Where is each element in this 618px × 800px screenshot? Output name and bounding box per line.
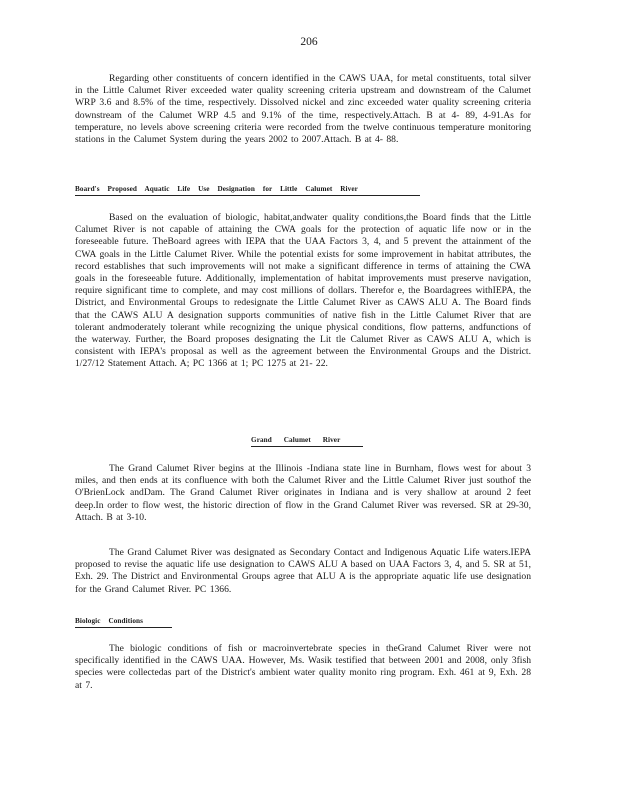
heading-proposed-designation: Board's Proposed Aquatic Life Use Designation for Little Calumet River <box>75 184 420 196</box>
paragraph-board-finding: Based on the evaluation of biologic, habitat,andwater quality conditions,the Board finds that the Little Calumet River is not capable of attaining the CWA goals for the protection of aquatic life now or in the foreseeable future. TheBoard agrees with IEPA that the UAA Factors 3, 4, and 5 prevent the attainment of the CWA goals in the Little Calumet River. While the potential exists for some improvement in habitat attributes, the record establishes that such improvements will not make a significant difference in terms of attaining the CWA goals in the foreseeable future. Additionally, implementation of habitat improvements must preserve navigation, require significant time to complete, and may cost millions of dollars. Therefor e, the Boardagrees withIEPA, the District, and Environmental Groups to redesignate the Little Calumet River as CAWS ALU A. The Board finds that the CAWS ALU A designation supports communities of native fish in the Little Calumet River that are tolerant andmoderately tolerant while recognizing the unique physical conditions, flow patterns, andfunctions of the waterway. Further, the Board proposes designating the Lit tle Calumet River as CAWS ALU A, which is consistent with IEPA's proposal as well as the agreement between the Environmental Groups and the District. 1/27/12 Statement Attach. A; PC 1366 at 1; PC 1275 at 21- 22. <box>75 212 531 370</box>
heading-grand-calumet-river: Grand Calumet River <box>251 435 363 447</box>
paragraph-metal-constituents: Regarding other constituents of concern identified in the CAWS UAA, for metal constituents, total silver in the Little Calumet River exceeded water quality screening criteria upstream and downstream of the Calumet WRP 3.6 and 8.5% of the time, respectively. Dissolved nickel and zinc exceeded water quality screening criteria downstream of the Calumet WRP 4.5 and 9.1% of the time, respectively.Attach. B at 4- 89, 4-91.As for temperature, no levels above screening criteria were recorded from the twelve continuous temperature monitoring stations in the Calumet System during the years 2002 to 2007.Attach. B at 4- 88. <box>75 73 531 146</box>
heading-biologic-conditions: Biologic Conditions <box>75 616 172 628</box>
paragraph-grand-calumet-description: The Grand Calumet River begins at the Illinois -Indiana state line in Burnham, flows west for about 3 miles, and then ends at its confluence with both the Calumet River and the Little Calumet River just southof the O'BrienLock andDam. The Grand Calumet River originates in Indiana and is very shallow at around 2 feet deep.In order to flow west, the historic direction of flow in the Grand Calumet River was reversed. SR at 29-30, Attach. B at 3-10. <box>75 463 531 523</box>
page-number: 206 <box>300 36 318 48</box>
paragraph-biologic-conditions: The biologic conditions of fish or macroinvertebrate species in theGrand Calumet River were not specifically identified in the CAWS UAA. However, Ms. Wasik testified that between 2001 and 2008, only 3fish species were collectedas part of the District's ambient water quality monito ring program. Exh. 461 at 9, Exh. 28 at 7. <box>75 643 531 691</box>
paragraph-grand-calumet-designation: The Grand Calumet River was designated as Secondary Contact and Indigenous Aquatic Life waters.IEPA proposed to revise the aquatic life use designation to CAWS ALU A based on UAA Factors 3, 4, and 5. SR at 51, Exh. 29. The District and Environmental Groups agree that ALU A is the appropriate aquatic life use designation for the Grand Calumet River. PC 1366. <box>75 547 531 595</box>
